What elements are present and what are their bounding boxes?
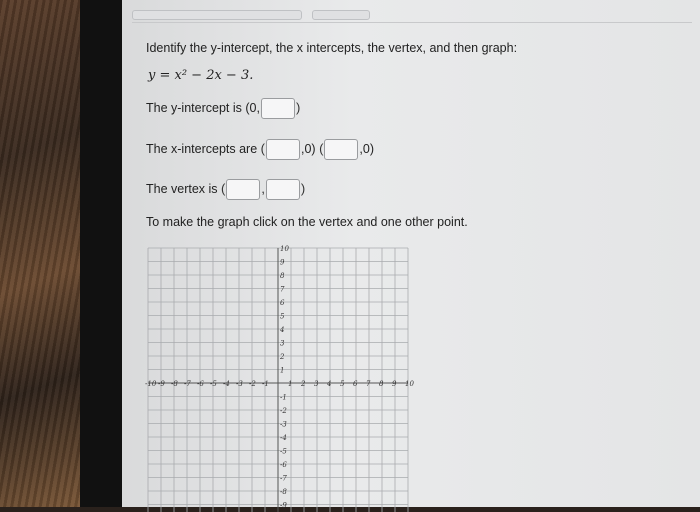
y-tick-label: -8 [280, 488, 287, 496]
x-tick-label: -3 [236, 380, 243, 388]
graph-area[interactable] [145, 245, 414, 510]
question-prompt: Identify the y-intercept, the x intercepts, the vertex, and then graph: [146, 41, 518, 55]
toolbar-tab[interactable] [312, 10, 370, 20]
x-intercepts-label: The x-intercepts are [146, 141, 258, 156]
y-tick-label: 7 [280, 285, 285, 294]
x-tick-label: 9 [392, 380, 397, 388]
open-paren: ( [221, 180, 226, 196]
comma-zero-close: ,0) [301, 141, 316, 156]
x-tick-label: 5 [340, 380, 345, 388]
x-tick-label: -10 [145, 380, 157, 388]
x-tick-label: 10 [405, 380, 414, 388]
vertex-row [146, 179, 305, 200]
top-toolbar [132, 10, 692, 23]
open-paren: ( [260, 140, 265, 156]
y-tick-label: 8 [280, 272, 285, 280]
y-tick-label: -1 [280, 393, 287, 402]
y-intercept-row [146, 98, 300, 119]
x-intercept-1-input[interactable] [266, 139, 300, 160]
x-tick-label: 4 [327, 380, 332, 388]
x-tick-label: -8 [171, 380, 178, 388]
x-tick-label: 2 [301, 380, 306, 388]
y-tick-label: 9 [280, 258, 285, 267]
x-tick-label: -9 [158, 380, 165, 388]
y-tick-label: -7 [280, 474, 287, 483]
y-tick-label: 10 [280, 245, 289, 253]
vertex-x-input[interactable] [226, 179, 260, 200]
graph-instruction: To make the graph click on the vertex and one other point. [146, 215, 468, 229]
coordinate-grid[interactable] [145, 245, 414, 510]
y-tick-label: -3 [280, 420, 287, 429]
x-tick-label: -5 [210, 380, 217, 388]
monitor-bezel [80, 0, 122, 507]
comma-zero-close: ,0) [359, 141, 375, 156]
x-tick-label: -2 [249, 380, 256, 388]
toolbar-tab[interactable] [132, 10, 302, 20]
close-paren: ) [295, 99, 301, 115]
vertex-label: The vertex is [146, 181, 218, 196]
x-tick-label: 6 [353, 380, 358, 388]
y-intercept-label: The y-intercept is (0, [146, 100, 260, 115]
y-tick-label: -4 [280, 434, 287, 442]
x-tick-label: 1 [288, 380, 293, 388]
x-tick-label: 7 [366, 380, 371, 388]
open-paren: ( [319, 140, 324, 156]
vertex-y-input[interactable] [266, 179, 300, 200]
close-paren: ) [300, 180, 306, 196]
x-intercept-2-input[interactable] [324, 139, 358, 160]
x-tick-label: -7 [184, 380, 191, 388]
y-tick-label: -2 [280, 407, 287, 415]
y-tick-label: -9 [280, 501, 287, 510]
y-tick-label: 4 [280, 326, 285, 334]
x-intercepts-row [146, 139, 374, 160]
y-tick-label: 6 [280, 299, 285, 307]
y-tick-label: 2 [280, 353, 285, 361]
y-tick-label: 5 [280, 312, 285, 321]
comma: , [261, 181, 265, 196]
y-tick-label: 1 [280, 366, 285, 375]
x-tick-label: 8 [379, 380, 384, 388]
x-tick-label: 3 [314, 380, 319, 388]
y-intercept-input[interactable] [261, 98, 295, 119]
equation: y = x² − 2x − 3. [148, 68, 254, 83]
x-tick-label: -1 [262, 380, 269, 388]
x-tick-label: -6 [197, 380, 204, 388]
y-tick-label: -6 [280, 461, 287, 469]
y-tick-label: 3 [280, 339, 285, 348]
desk-background [0, 0, 80, 507]
y-tick-label: -5 [280, 447, 287, 456]
x-tick-label: -4 [223, 380, 230, 388]
